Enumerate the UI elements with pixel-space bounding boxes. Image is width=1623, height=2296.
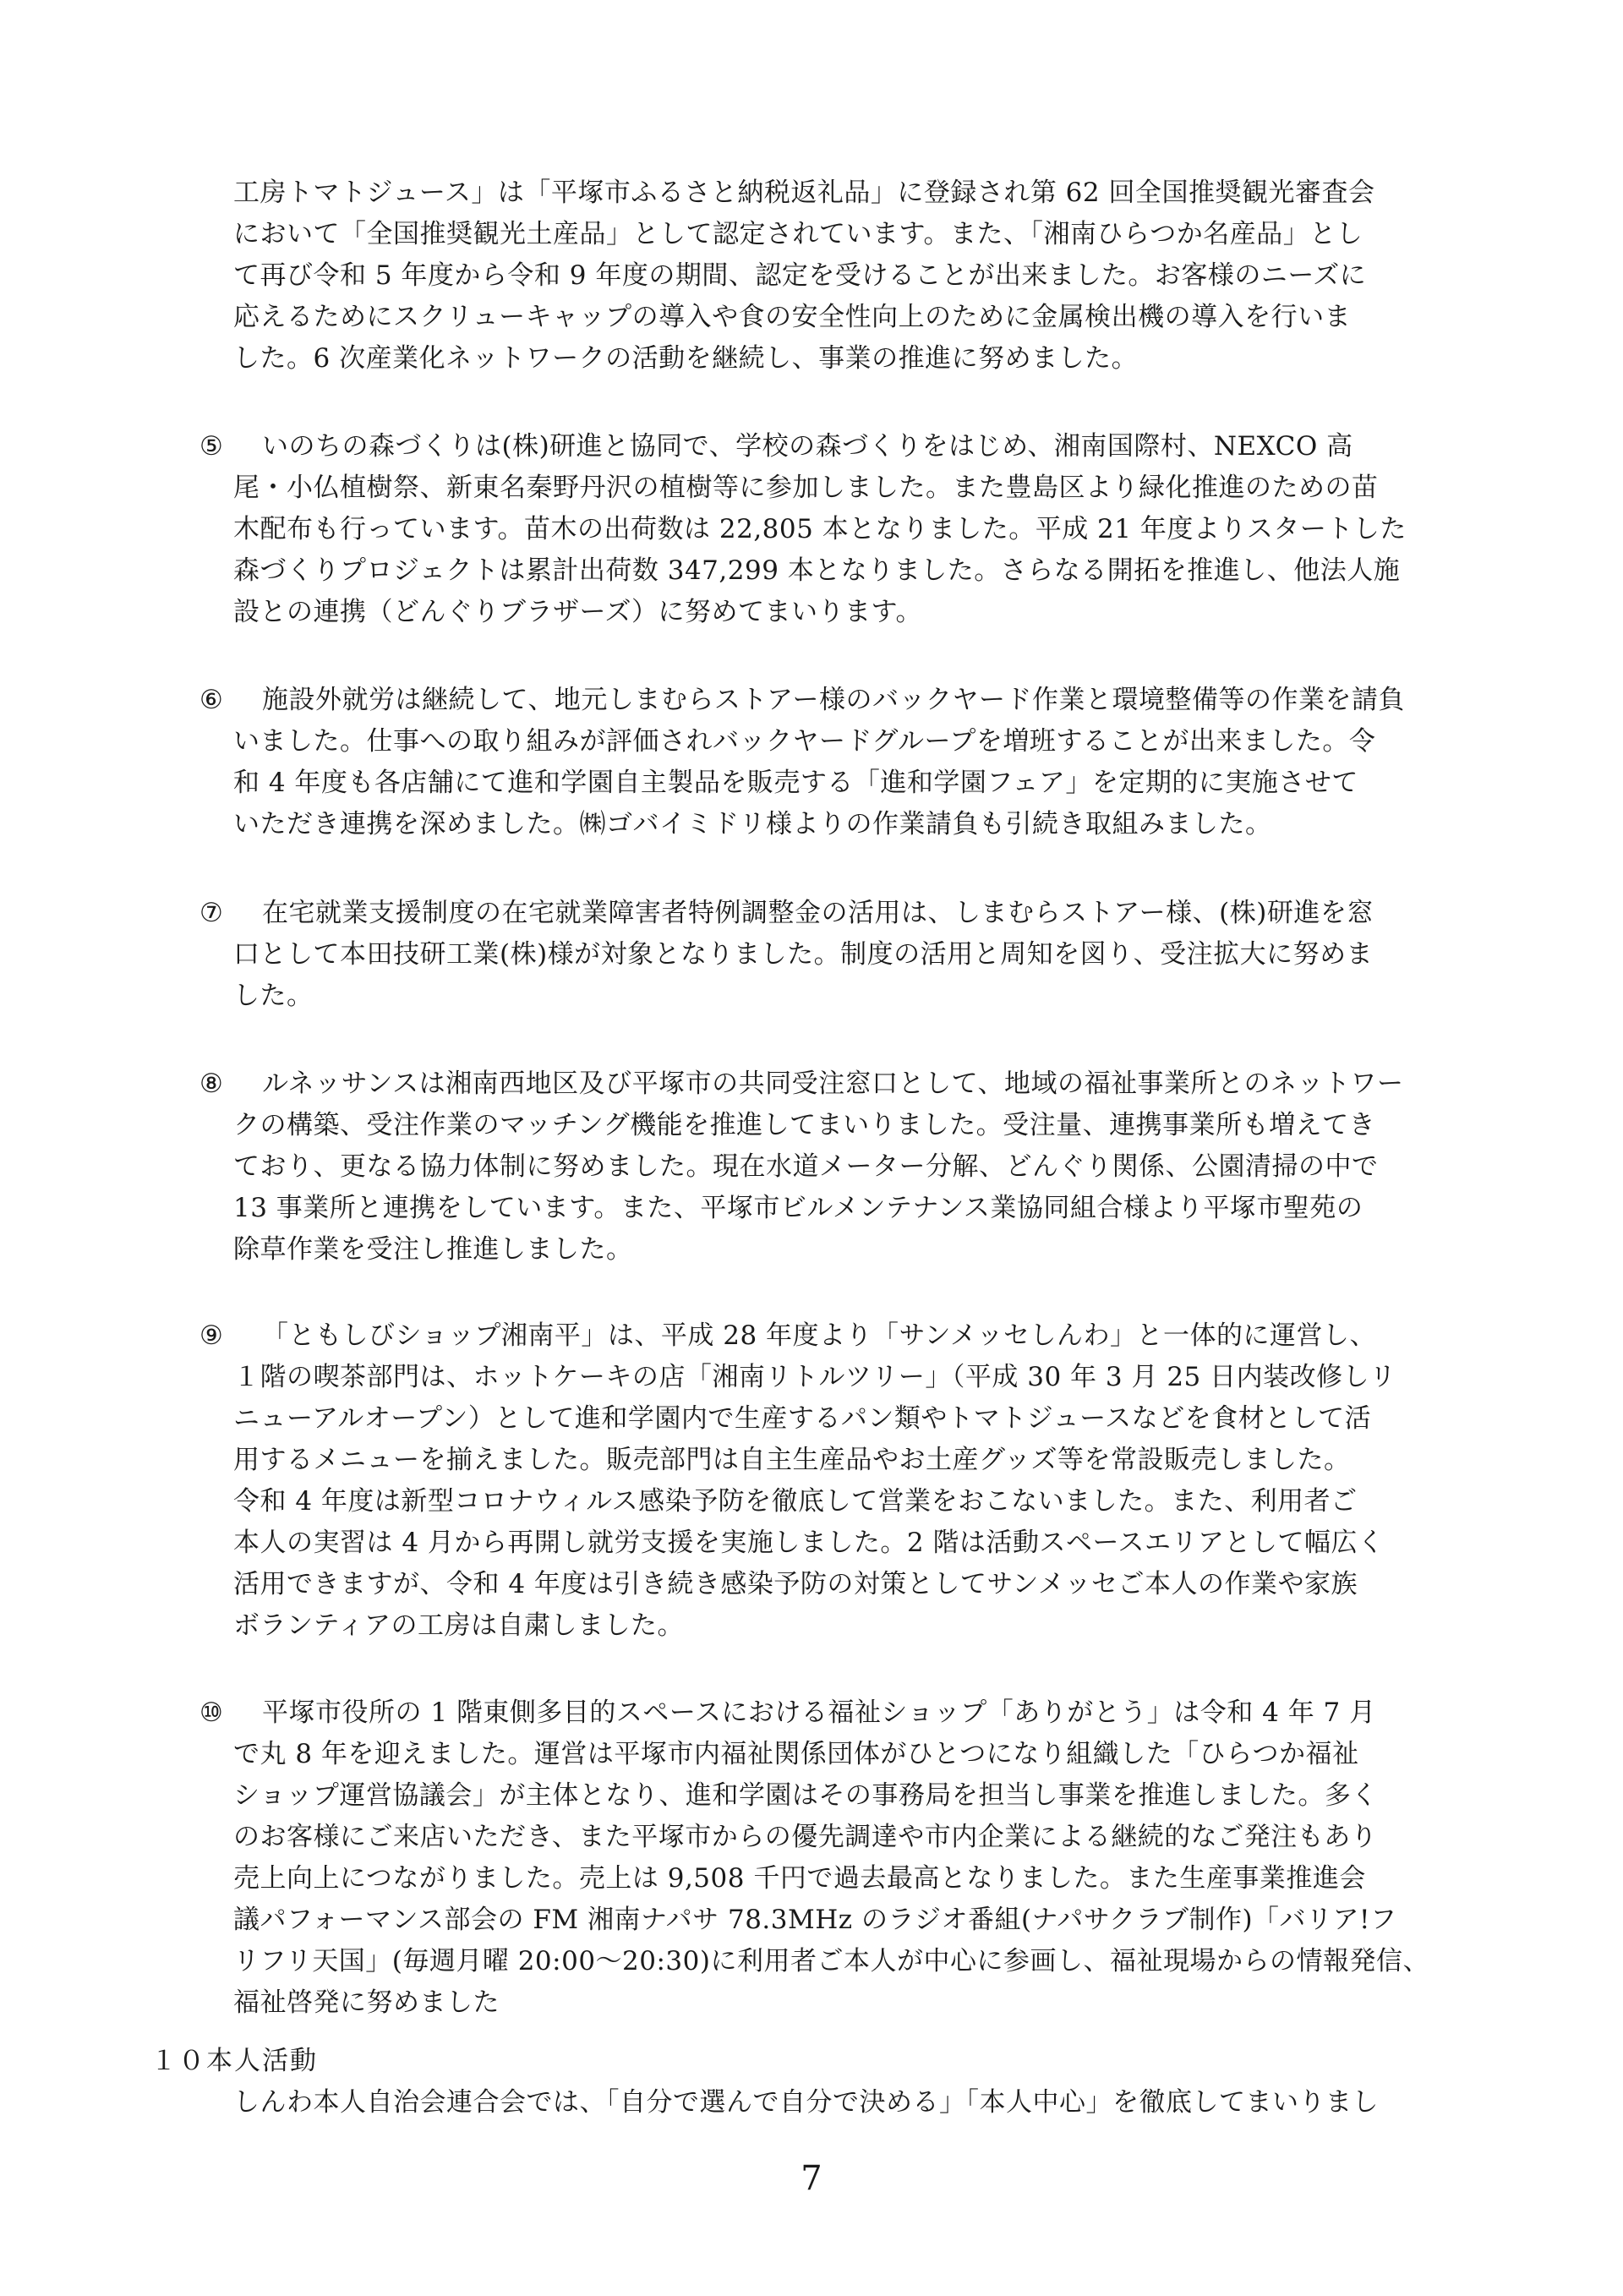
item-line: 平塚市役所の 1 階東側多目的スペースにおける福祉ショップ「ありがとう」は令和 4 年 7 月: [262, 1697, 1376, 1728]
item-marker: ⑧: [199, 1069, 223, 1099]
item-marker: ⑥: [199, 685, 223, 715]
item-marker: ⑦: [199, 898, 223, 928]
item-line: ニューアルオープン）として進和学園内で生産するパン類やトマトジュースなどを食材として活: [233, 1403, 1372, 1434]
item-line: 活用できますが、令和 4 年度は引き続き感染予防の対策としてサンメッセご本人の作業や家族: [233, 1569, 1358, 1599]
item-line: ボランティアの工房は自粛しました。: [233, 1610, 685, 1641]
item-line: 本人の実習は 4 月から再開し就労支援を実施しました。2 階は活動スペースエリアとして幅広く: [233, 1528, 1385, 1558]
item-line: した。: [233, 981, 314, 1011]
item-line: 用するメニューを揃えました。販売部門は自主生産品やお土産グッズ等を常設販売しました。: [233, 1445, 1351, 1475]
item-line: 和 4 年度も各店舗にて進和学園自主製品を販売する「進和学園フェア」を定期的に実施させて: [233, 768, 1358, 798]
item-line: 尾・小仏植樹祭、新東名秦野丹沢の植樹等に参加しました。また豊島区より緑化推進のための苗: [233, 473, 1379, 503]
item-line: いのちの森づくりは(株)研進と協同で、学校の森づくりをはじめ、湘南国際村、NEXCO 高: [262, 431, 1353, 462]
section-line: しんわ本人自治会連合会では、「自分で選んで自分で決める」「本人中心」を徹底してまいりまし: [233, 2087, 1379, 2118]
item-line: 令和 4 年度は新型コロナウィルス感染予防を徹底して営業をおこないました。また、利用者ご: [233, 1486, 1358, 1517]
item-marker: ⑨: [199, 1320, 223, 1351]
item-line: 施設外就労は継続して、地元しまむらストアー様のバックヤード作業と環境整備等の作業を請負: [262, 685, 1406, 715]
item-line: ており、更なる協力体制に努めました。現在水道メーター分解、どんぐり関係、公園清掃の中で: [233, 1151, 1379, 1182]
item-line: 設との連携（どんぐりブラザーズ）に努めてまいります。: [233, 597, 922, 627]
item-line: 木配布も行っています。苗木の出荷数は 22,805 本となりました。平成 21 年度よりスタートした: [233, 514, 1407, 544]
item-line: で丸 8 年を迎えました。運営は平塚市内福祉関係団体がひとつになり組織した「ひらつか福祉: [233, 1739, 1359, 1769]
item-line: 森づくりプロジェクトは累計出荷数 347,299 本となりました。さらなる開拓を推進し、他法人施: [233, 555, 1401, 586]
item-line: 議パフォーマンス部会の FM 湘南ナパサ 78.3MHz のラジオ番組(ナパサクラブ制作)「バリア!フ: [233, 1905, 1397, 1935]
item-line: ショップ運営協議会」が主体となり、進和学園はその事務局を担当し事業を推進しました。多く: [233, 1780, 1378, 1811]
item-line: 福祉啓発に努めました: [233, 1987, 500, 2018]
intro-line: において「全国推奨観光土産品」として認定されています。また、「湘南ひらつか名産品」とし: [233, 219, 1363, 249]
item-line: １階の喫茶部門は、ホットケーキの店「湘南リトルツリー」（平成 30 年 3 月 25 日内装改修しリ: [233, 1362, 1396, 1392]
intro-line: 工房トマトジュース」は「平塚市ふるさと納税返礼品」に登録され第 62 回全国推奨観光審査会: [233, 178, 1375, 208]
item-line: いただき連携を深めました。㈱ゴバイミドリ様よりの作業請負も引続き取組みました。: [233, 809, 1272, 839]
item-line: 在宅就業支援制度の在宅就業障害者特例調整金の活用は、しまむらストアー様、(株)研進を窓: [262, 898, 1374, 928]
item-line: クの構築、受注作業のマッチング機能を推進してまいりました。受注量、連携事業所も増えてき: [233, 1110, 1376, 1140]
item-marker: ⑩: [199, 1697, 223, 1728]
item-line: 口として本田技研工業(株)様が対象となりました。制度の活用と周知を図り、受注拡大に努めま: [233, 939, 1374, 970]
item-line: 売上向上につながりました。売上は 9,508 千円で過去最高となりました。また生産事業推進会: [233, 1863, 1366, 1894]
intro-line: 応えるためにスクリューキャップの導入や食の安全性向上のために金属検出機の導入を行いま: [233, 302, 1352, 332]
item-marker: ⑤: [199, 431, 223, 462]
page-number: 7: [801, 2159, 822, 2198]
item-line: いました。仕事への取り組みが評価されバックヤードグループを増班することが出来ました。令: [233, 726, 1376, 757]
item-line: リフリ天国」(毎週月曜 20:00～20:30)に利用者ご本人が中心に参画し、福祉現場からの情報発信、: [233, 1946, 1429, 1976]
item-line: 13 事業所と連携をしています。また、平塚市ビルメンテナンス業協同組合様より平塚市聖苑の: [233, 1193, 1363, 1223]
intro-line: て再び令和 5 年度から令和 9 年度の期間、認定を受けることが出来ました。お客様のニーズに: [233, 260, 1367, 291]
item-line: 「ともしびショップ湘南平」は、平成 28 年度より「サンメッセしんわ」と一体的に運営し、: [262, 1320, 1377, 1351]
item-line: ルネッサンスは湘南西地区及び平塚市の共同受注窓口として、地域の福祉事業所とのネットワー: [262, 1069, 1404, 1099]
intro-line: した。6 次産業化ネットワークの活動を継続し、事業の推進に努めました。: [233, 343, 1139, 374]
item-line: 除草作業を受注し推進しました。: [233, 1234, 633, 1265]
section-heading: １０本人活動: [150, 2046, 318, 2076]
item-line: のお客様にご来店いただき、また平塚市からの優先調達や市内企業による継続的なご発注もあり: [233, 1822, 1378, 1852]
